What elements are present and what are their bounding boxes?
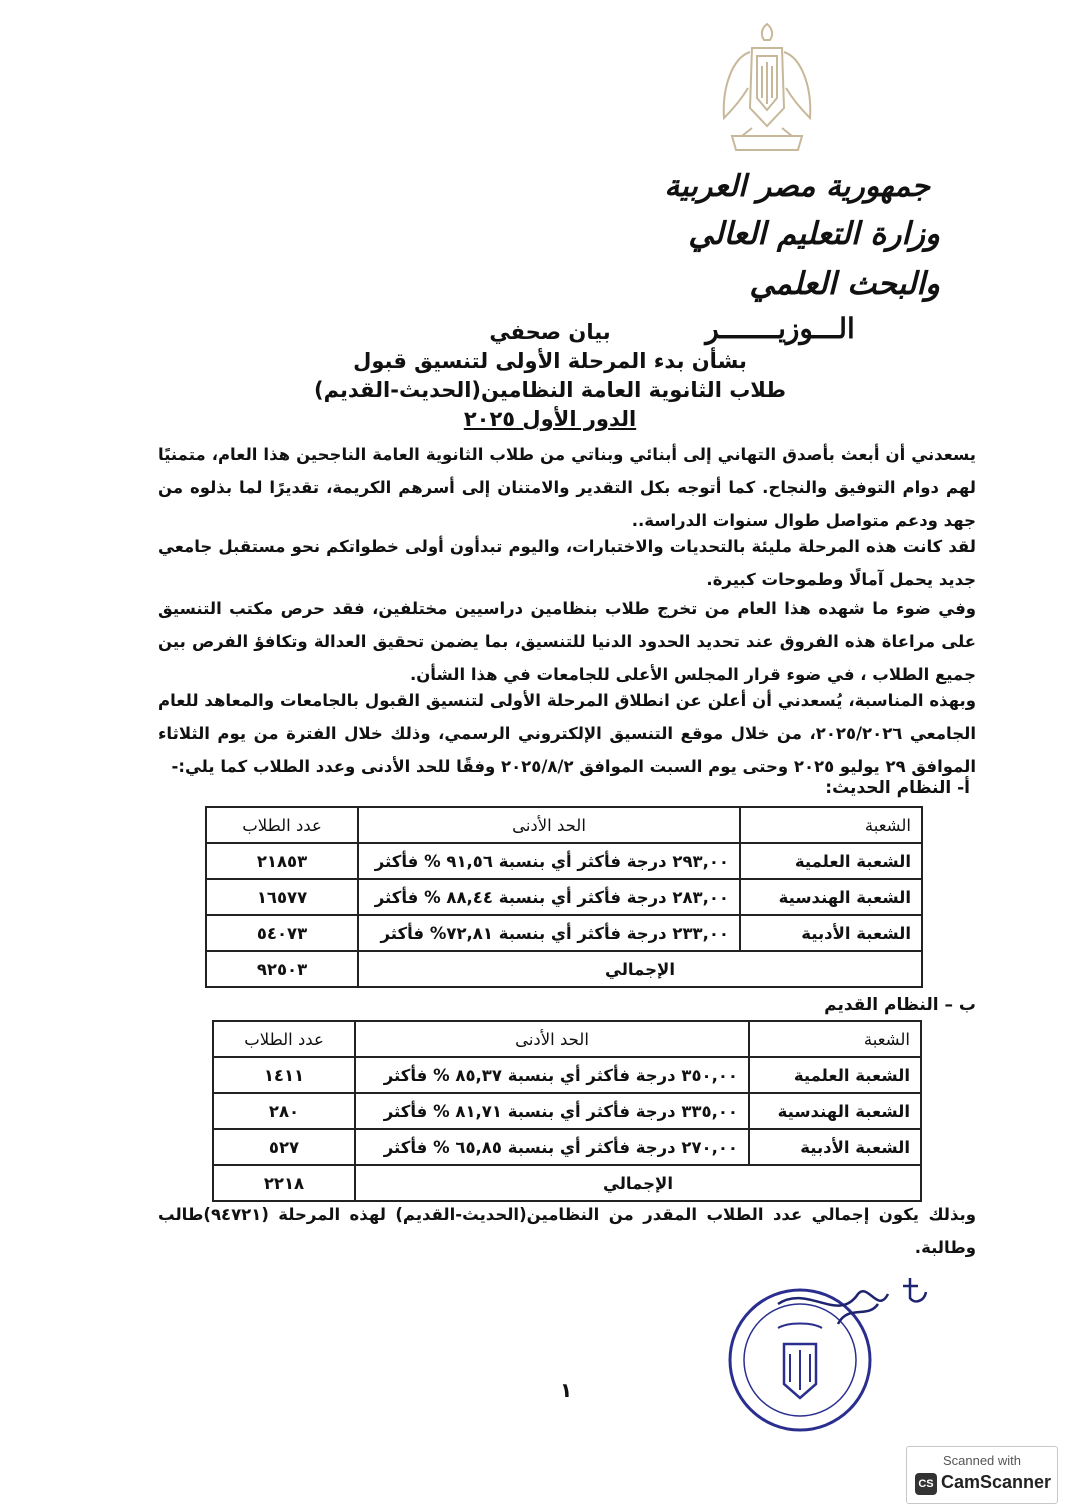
header-minimum: الحد الأدنى: [355, 1021, 749, 1057]
signature-icon: [778, 1278, 926, 1324]
header-students: عدد الطلاب: [206, 807, 358, 843]
paragraph-conclusion: وبذلك يكون إجمالي عدد الطلاب المقدر من النظامين(الحديث-القديم) لهذه المرحلة (٩٤٧٢١)طالب وطالبة.: [158, 1205, 976, 1257]
camscanner-brand: CamScanner: [941, 1472, 1052, 1492]
modern-system-table: [205, 806, 923, 988]
page-number: ١: [560, 1378, 573, 1402]
table-row: [206, 843, 922, 879]
cell-minimum: ٢٧٠,٠٠ درجة فأكثر أي بنسبة ٦٥,٨٥ % فأكثر: [355, 1129, 749, 1165]
cell-branch: الشعبة الأدبية: [749, 1129, 921, 1165]
table-row: [213, 1057, 921, 1093]
cell-minimum: ٢٣٣,٠٠ درجة فأكثر أي بنسبة ٧٢,٨١% فأكثر: [358, 915, 740, 951]
header-branch: الشعبة: [749, 1021, 921, 1057]
letterhead-country: جمهورية مصر العربية: [664, 169, 930, 204]
cell-branch: الشعبة العلمية: [740, 843, 922, 879]
section-modern-title: أ- النظام الحديث:: [825, 778, 970, 798]
section-old-title: ب – النظام القديم: [824, 995, 976, 1015]
old-system-table: [212, 1020, 922, 1202]
document-headings: [300, 318, 800, 434]
cell-students: ٥٢٧: [213, 1129, 355, 1165]
letterhead-office: الـــوزيـــــــر: [705, 312, 855, 345]
table-header-row: [206, 807, 922, 843]
cell-total: ٩٢٥٠٣: [206, 951, 358, 987]
eagle-emblem-icon: [712, 18, 822, 158]
cell-branch: الشعبة العلمية: [749, 1057, 921, 1093]
cell-students: ٥٤٠٧٣: [206, 915, 358, 951]
cell-minimum: ٢٩٣,٠٠ درجة فأكثر أي بنسبة ٩١,٥٦ % فأكثر: [358, 843, 740, 879]
cell-students: ١٦٥٧٧: [206, 879, 358, 915]
table-row: [206, 879, 922, 915]
paragraph-challenges: لقد كانت هذه المرحلة مليئة بالتحديات والاختبارات، واليوم تبدأون أولى خطواتكم نحو مستقبل جامعي جديد يحمل آمالًا وطموحات كبيرة.: [158, 537, 976, 589]
heading-students: طلاب الثانوية العامة النظامين(الحديث-القديم): [313, 378, 787, 402]
letterhead-ministry: وزارة التعليم العالي والبحث العلمي: [688, 216, 940, 302]
header-students: عدد الطلاب: [213, 1021, 355, 1057]
paragraph-congratulations: يسعدني أن أبعث بأصدق التهاني إلى أبنائي وبناتي من طلاب الثانوية العامة الناجحين هذا العام، متمنيًا لهم دوام التوفيق والنجاح. كما أتوجه بكل التقدير والامتنان إلى أسرهم الكريمة، تقديرًا لما بذلوه من جهد ودعم متواصل طوال سنوات الدراسة..: [158, 445, 976, 530]
heading-round: الدور الأول ٢٠٢٥: [463, 407, 637, 431]
camscanner-watermark: [906, 1446, 1058, 1504]
cell-branch: الشعبة الهندسية: [740, 879, 922, 915]
table-header-row: [213, 1021, 921, 1057]
table-row: [213, 1129, 921, 1165]
cell-branch: الشعبة الهندسية: [749, 1093, 921, 1129]
table-total-row: [213, 1165, 921, 1201]
cell-total-label: الإجمالي: [355, 1165, 921, 1201]
cell-students: ١٤١١: [213, 1057, 355, 1093]
official-seal-icon: [730, 1290, 870, 1430]
cell-minimum: ٢٨٣,٠٠ درجة فأكثر أي بنسبة ٨٨,٤٤ % فأكثر: [358, 879, 740, 915]
camscanner-logo-icon: CS: [915, 1473, 937, 1495]
heading-subject: بشأن بدء المرحلة الأولى لتنسيق قبول: [353, 349, 747, 373]
table-total-row: [206, 951, 922, 987]
scanned-with-label: Scanned with: [942, 1453, 1022, 1468]
cell-minimum: ٣٥٠,٠٠ درجة فأكثر أي بنسبة ٨٥,٣٧ % فأكثر: [355, 1057, 749, 1093]
paragraph-announcement: وبهذه المناسبة، يُسعدني أن أعلن عن انطلاق المرحلة الأولى لتنسيق القبول بالجامعات والمعاهد للعام الجامعي ٢٠٢٥/٢٠٢٦، من خلال موقع التنسيق الإلكتروني الرسمي، وذلك خلال الفترة من يوم الثلاثاء الموافق ٢٩ يوليو ٢٠٢٥ وحتى يوم السبت الموافق ٢٠٢٥/٨/٢ وفقًا للحد الأدنى وعدد الطلاب كما يلي:-: [158, 691, 977, 776]
header-minimum: الحد الأدنى: [358, 807, 740, 843]
paragraph-fairness: وفي ضوء ما شهده هذا العام من تخرج طلاب بنظامين دراسيين مختلفين، فقد حرص مكتب التنسيق على مراعاة هذه الفروق عند تحديد الحدود الدنيا للتنسيق، بما يضمن تحقيق العدالة وتكافؤ الفرص بين جميع الطلاب ، في ضوء قرار المجلس الأعلى للجامعات في هذا الشأن.: [158, 599, 976, 684]
header-branch: الشعبة: [740, 807, 922, 843]
cell-students: ٢١٨٥٣: [206, 843, 358, 879]
table-row: [213, 1093, 921, 1129]
cell-branch: الشعبة الأدبية: [740, 915, 922, 951]
heading-press-release: بيان صحفي: [489, 320, 611, 344]
cell-students: ٢٨٠: [213, 1093, 355, 1129]
signature-seal: [718, 1264, 938, 1439]
cell-total: ٢٢١٨: [213, 1165, 355, 1201]
cell-total-label: الإجمالي: [358, 951, 922, 987]
cell-minimum: ٣٣٥,٠٠ درجة فأكثر أي بنسبة ٨١,٧١ % فأكثر: [355, 1093, 749, 1129]
table-row: [206, 915, 922, 951]
